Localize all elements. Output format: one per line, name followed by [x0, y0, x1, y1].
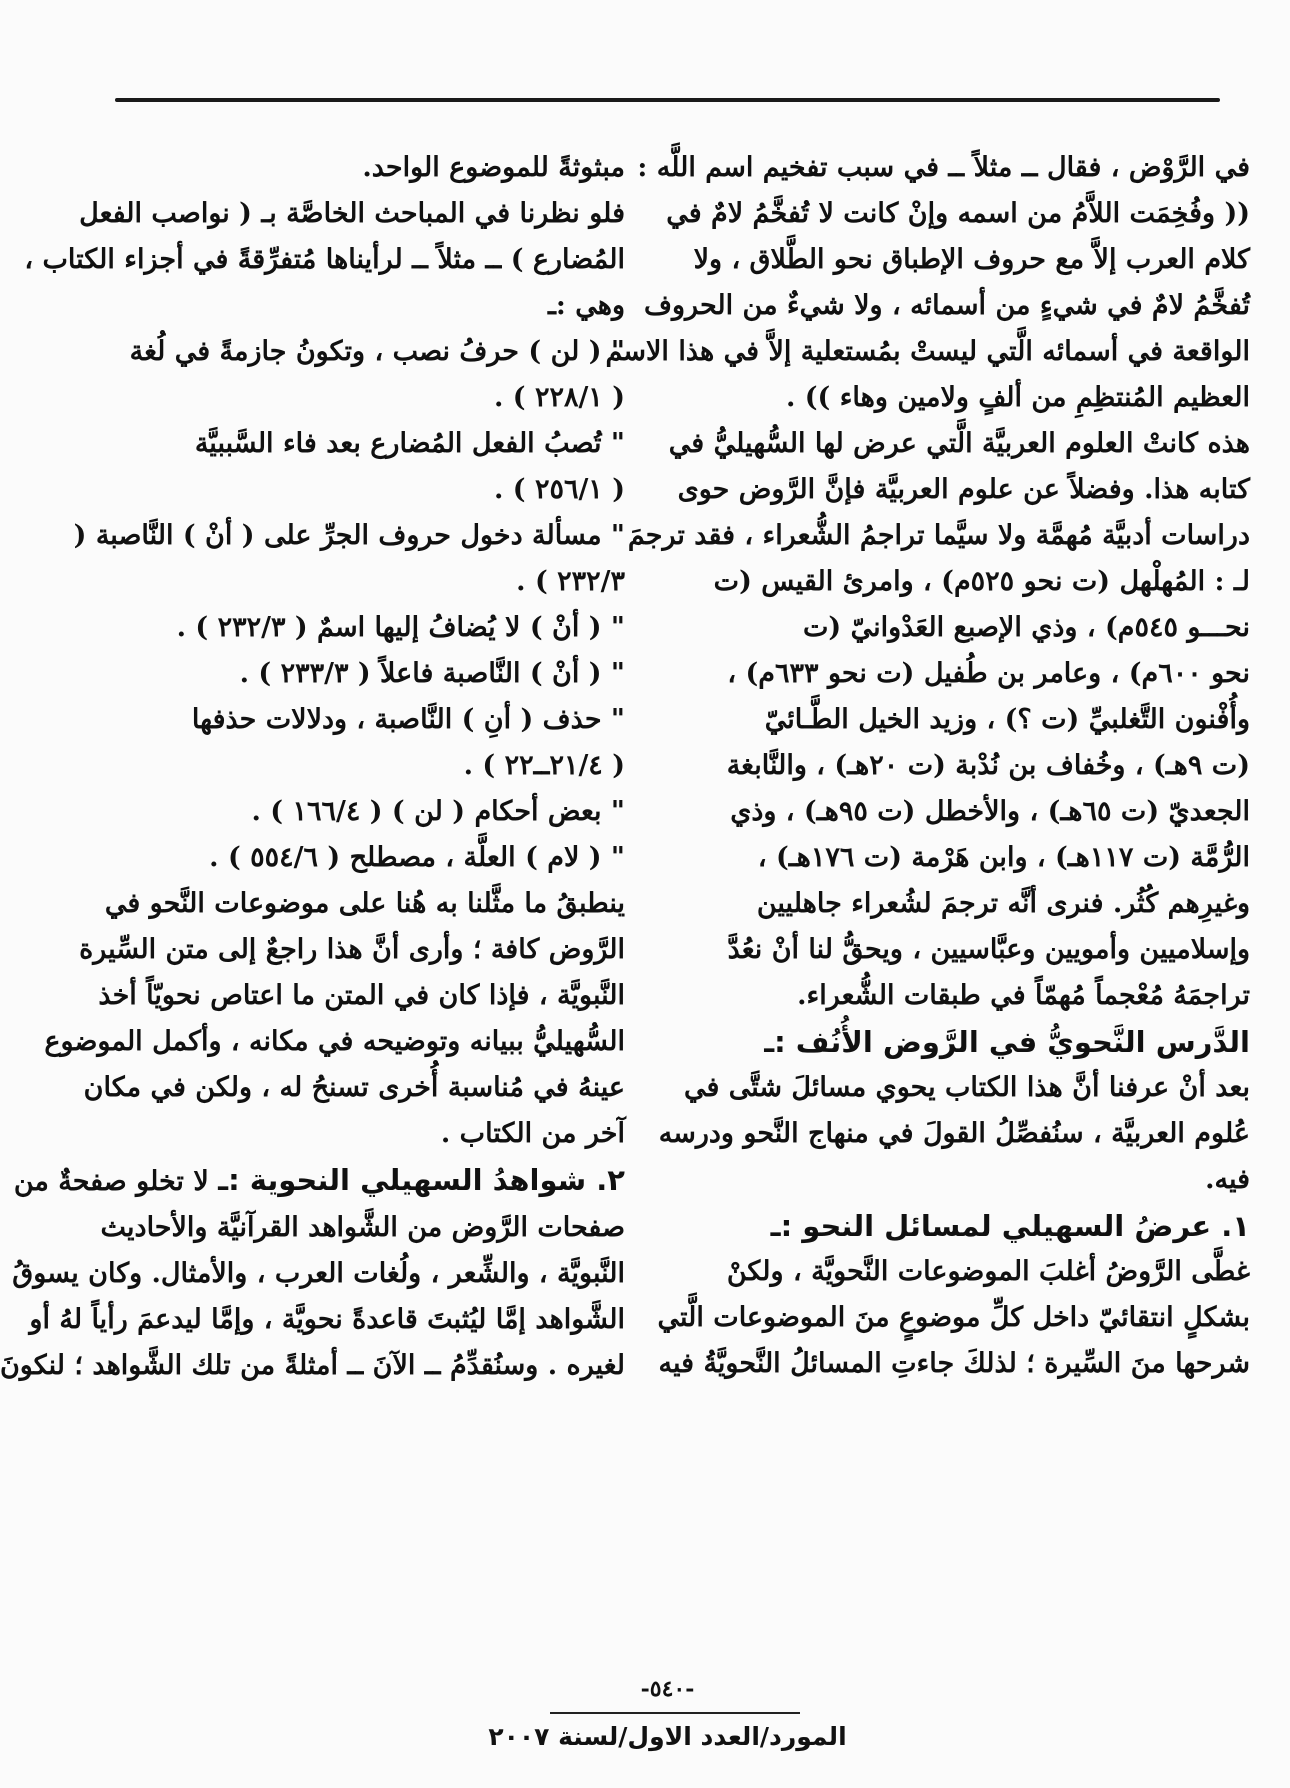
- text-line: عينهُ في مُناسبة أُخرى تسنحُ له ، ولكن في مكان: [83, 1072, 625, 1103]
- text-line: ( ٢٥٦/١ ) .: [493, 474, 625, 505]
- text-line: صفحات الرَّوض من الشَّواهد القرآنيَّة والأحاديث: [100, 1212, 625, 1243]
- text-line: ينطبقُ ما مثَّلنا به هُنا على موضوعات النَّحو في: [104, 888, 625, 919]
- journal-footer: المورد/العدد الاول/لسنة ٢٠٠٧: [488, 1722, 847, 1751]
- left-column: [0, 145, 625, 1389]
- text-line: العظيم المُنتظِمِ من ألفٍ ولامين وهاء )) .: [785, 382, 1250, 413]
- text-line: آخر من الكتاب .: [440, 1118, 625, 1149]
- text-line: فيه.: [1205, 1164, 1250, 1195]
- text-line: ( ٢٢٨/١ ) .: [493, 382, 625, 413]
- text-line: " حذف ( أنِ ) النَّاصبة ، ودلالات حذفها: [191, 704, 625, 735]
- text-line: الواقعة في أسمائه الَّتي ليستْ بمُستعلية إلاَّ في هذا الاسم: [605, 336, 1250, 367]
- text-line: (( وفُخِمَت اللاَّمُ من اسمه وإنْ كانت لا تُفخَّمُ لامٌ في: [666, 198, 1250, 229]
- text-line: كلام العرب إلاَّ مع حروف الإطباق نحو الطَّلاق ، ولا: [693, 244, 1250, 275]
- text-line: " ( لام ) العلَّة ، مصطلح ( ٥٥٤/٦ ) .: [209, 842, 625, 873]
- text-line: وأُفْنون التَّغلبيِّ (ت ؟) ، وزيد الخيل الطَّـائيّ: [764, 704, 1250, 735]
- footer-rule: [550, 1712, 800, 1714]
- text-line: فلو نظرنا في المباحث الخاصَّة بـ ( نواصب الفعل: [79, 198, 625, 229]
- text-line: وهي :ـ: [547, 290, 625, 321]
- text-line: النَّبويَّة ، والشِّعر ، ولُغات العرب ، والأمثال. وكان يسوقُ: [12, 1258, 625, 1289]
- text-line: دراسات أدبيَّة مُهمَّة ولا سيَّما تراجمُ الشُّعراء ، فقد ترجمَ: [627, 520, 1250, 551]
- text-line: شرحها منَ السِّيرة ؛ لذلكَ جاءتِ المسائلُ النَّحويَّةُ فيه: [658, 1348, 1250, 1379]
- text-line: عُلوم العربيَّة ، سنُفصِّلُ القولَ في منهاج النَّحو ودرسه: [658, 1118, 1250, 1149]
- text-line: المُضارع ) ــ مثلاً ــ لرأيناها مُتفرِّقةً في أجزاء الكتاب ،: [24, 244, 625, 275]
- text-line: الرُّمَّة (ت ١١٧هـ) ، وابن هَرْمة (ت ١٧٦هـ) ،: [757, 842, 1250, 873]
- text-line: " ( أنْ ) النَّاصبة فاعلاً ( ٢٣٣/٣ ) .: [239, 658, 625, 689]
- right-column: [605, 145, 1250, 1387]
- text-line: " مسألة دخول حروف الجرِّ على ( أنْ ) النَّاصبة (: [73, 520, 625, 551]
- text-line: بعد أنْ عرفنا أنَّ هذا الكتاب يحوي مسائلَ شتَّى في: [683, 1072, 1250, 1103]
- text-line: وغيرِهم كُثُر. فنرى أنَّه ترجمَ لشُعراء جاهليين: [756, 888, 1250, 919]
- text-line: " ( لن ) حرفُ نصب ، وتكونُ جازمةً في لُغة: [129, 336, 625, 367]
- text-line: " ( أنْ ) لا يُضافُ إليها اسمٌ ( ٢٣٢/٣ ) .: [176, 612, 625, 643]
- text-line: كتابه هذا. وفضلاً عن علوم العربيَّة فإنَّ الرَّوض حوى: [677, 474, 1250, 505]
- text-line: ( ٢١/٤ــ٢٢ ) .: [463, 750, 625, 781]
- heading-line-shawahid: [13, 1157, 625, 1205]
- text-line: مبثوثةً للموضوع الواحد.: [362, 152, 625, 183]
- page-number: -٥٤٠-: [640, 1676, 695, 1702]
- section-heading-1: ١. عرضُ السهيلي لمسائل النحو :ـ: [770, 1209, 1250, 1243]
- heading-tail-text: لا تخلو صفحةٌ من: [13, 1166, 209, 1197]
- text-line: (ت ٩هـ) ، وخُفاف بن نُدْبة (ت ٢٠هـ) ، والنَّابغة: [726, 750, 1250, 781]
- text-line: النَّبويَّة ، فإذا كان في المتن ما اعتاص نحويّاً أخذ: [98, 980, 625, 1011]
- text-line: لـ : المُهلْهل (ت نحو ٥٢٥م) ، وامرئ القيس (ت: [713, 566, 1250, 597]
- text-line: ٢٣٢/٣ ) .: [516, 566, 625, 597]
- text-line: السُّهيليُّ ببيانه وتوضيحه في مكانه ، وأكمل الموضوع: [44, 1026, 625, 1057]
- text-line: نحو ٦٠٠م) ، وعامر بن طُفيل (ت نحو ٦٣٣م) ،: [727, 658, 1250, 689]
- text-line: " بعض أحكام ( لن ) ( ١٦٦/٤ ) .: [251, 796, 625, 827]
- text-line: الرَّوض كافة ؛ وأرى أنَّ هذا راجعٌ إلى متن السِّيرة: [79, 934, 625, 965]
- text-line: تراجمَهُ مُعْجماً مُهمّاً في طبقات الشُّعراء.: [797, 980, 1250, 1011]
- text-line: الشَّواهد إمَّا ليُثبتَ قاعدةً نحويَّة ، وإمَّا ليدعمَ رأياً لهُ أو: [29, 1304, 625, 1335]
- section-heading-nahw: الدَّرس النَّحويُّ في الرَّوض الأُنُف :ـ: [764, 1025, 1250, 1059]
- text-line: تُفخَّمُ لامٌ في شيءٍ من أسمائه ، ولا شيءٌ من الحروف: [644, 290, 1250, 321]
- text-line: بشكلٍ انتقائيّ داخل كلِّ موضوعٍ منَ الموضوعات الَّتي: [657, 1302, 1250, 1333]
- top-rule: [115, 98, 1220, 102]
- text-line: الجعديّ (ت ٦٥هـ) ، والأخطل (ت ٩٥هـ) ، وذي: [730, 796, 1250, 827]
- text-line: " تُصبُ الفعل المُضارع بعد فاء السَّببيَّة: [194, 428, 625, 459]
- text-line: وإسلاميين وأمويين وعبَّاسيين ، ويحقُّ لنا أنْ نعُدَّ: [727, 934, 1250, 965]
- text-line: هذه كانتْ العلوم العربيَّة الَّتي عرض لها السُّهيليُّ في: [668, 428, 1250, 459]
- section-heading-2: ٢. شواهدُ السهيلي النحوية :ـ: [218, 1163, 625, 1197]
- text-line: لغيره . وسنُقدِّمُ ــ الآنَ ــ أمثلةً من تلك الشَّواهد ؛ لنكونَ: [0, 1350, 625, 1381]
- text-line: نحـــو ٥٤٥م) ، وذي الإصبع العَدْوانيّ (ت: [803, 612, 1250, 643]
- text-line: غطَّى الرَّوضُ أغلبَ الموضوعات النَّحويَّة ، ولكنْ: [726, 1256, 1250, 1287]
- text-line: في الرَّوْض ، فقال ــ مثلاً ــ في سبب تفخيم اسم اللَّه :: [637, 152, 1250, 183]
